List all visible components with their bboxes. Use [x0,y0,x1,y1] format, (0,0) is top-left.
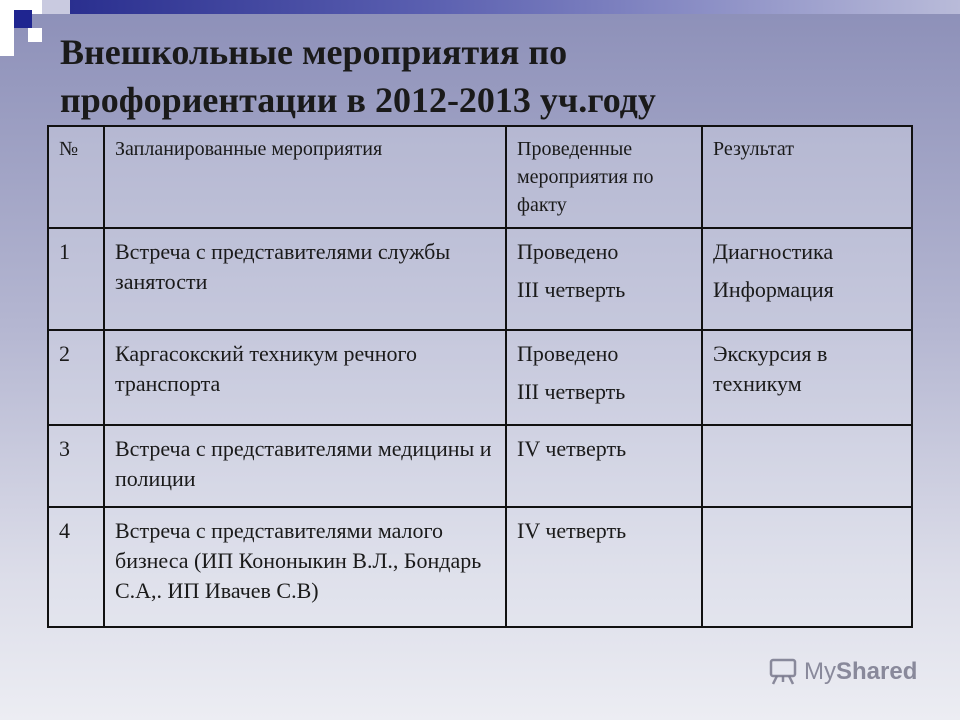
cell-done: IV четверть [506,425,702,507]
cell-done [506,228,702,330]
table-header-row [48,126,912,228]
cell-planned: Встреча с представителями малого бизнеса (ИП Кононыкин В.Л., Бондарь С.А,. ИП Ивачев С.В) [104,507,506,627]
header-done: Проведенные мероприятия по факту [506,126,702,228]
watermark-text-shared: Shared [836,658,918,685]
table-row [48,330,912,425]
cell-result-line-1: Экскурсия в техникум [713,341,828,396]
table-row [48,228,912,330]
corner-square-white [0,28,14,42]
cell-done [506,330,702,425]
cell-result [702,507,912,627]
events-table [47,125,913,628]
corner-square-white [0,0,14,14]
cell-number: 4 [48,507,104,627]
top-decorative-band [70,0,960,14]
corner-square-blue [14,10,32,28]
cell-number: 2 [48,330,104,425]
cell-done: IV четверть [506,507,702,627]
cell-planned: Встреча с представителями медицины и полиции [104,425,506,507]
cell-planned: Встреча с представителями службы занятости [104,228,506,330]
watermark-text-my: My [804,658,836,685]
slide-title-line-1: Внешкольные мероприятия по [60,32,568,72]
watermark-text [804,658,917,686]
cell-result-line-2: Информация [713,277,834,302]
cell-number: 1 [48,228,104,330]
corner-square-white [28,28,42,42]
corner-square-white [0,42,14,56]
presentation-board-icon [768,658,798,686]
cell-done-line-1: Проведено [517,239,619,264]
myshared-watermark [768,658,917,686]
slide-title [60,28,920,124]
cell-done-line-2: III четверть [517,379,626,404]
cell-result-line-1: Диагностика [713,239,834,264]
cell-planned: Каргасокский техникум речного транспорта [104,330,506,425]
corner-square-white [0,14,14,28]
table-row [48,425,912,507]
cell-number: 3 [48,425,104,507]
cell-done-line-1: Проведено [517,341,619,366]
cell-result [702,330,912,425]
header-planned: Запланированные мероприятия [104,126,506,228]
cell-result [702,425,912,507]
slide-title-line-2: профориентации в 2012-2013 уч.году [60,80,656,120]
header-number: № [48,126,104,228]
table-row [48,507,912,627]
cell-done-line-2: III четверть [517,277,626,302]
cell-result [702,228,912,330]
corner-square-light [42,0,70,14]
header-result: Результат [702,126,912,228]
